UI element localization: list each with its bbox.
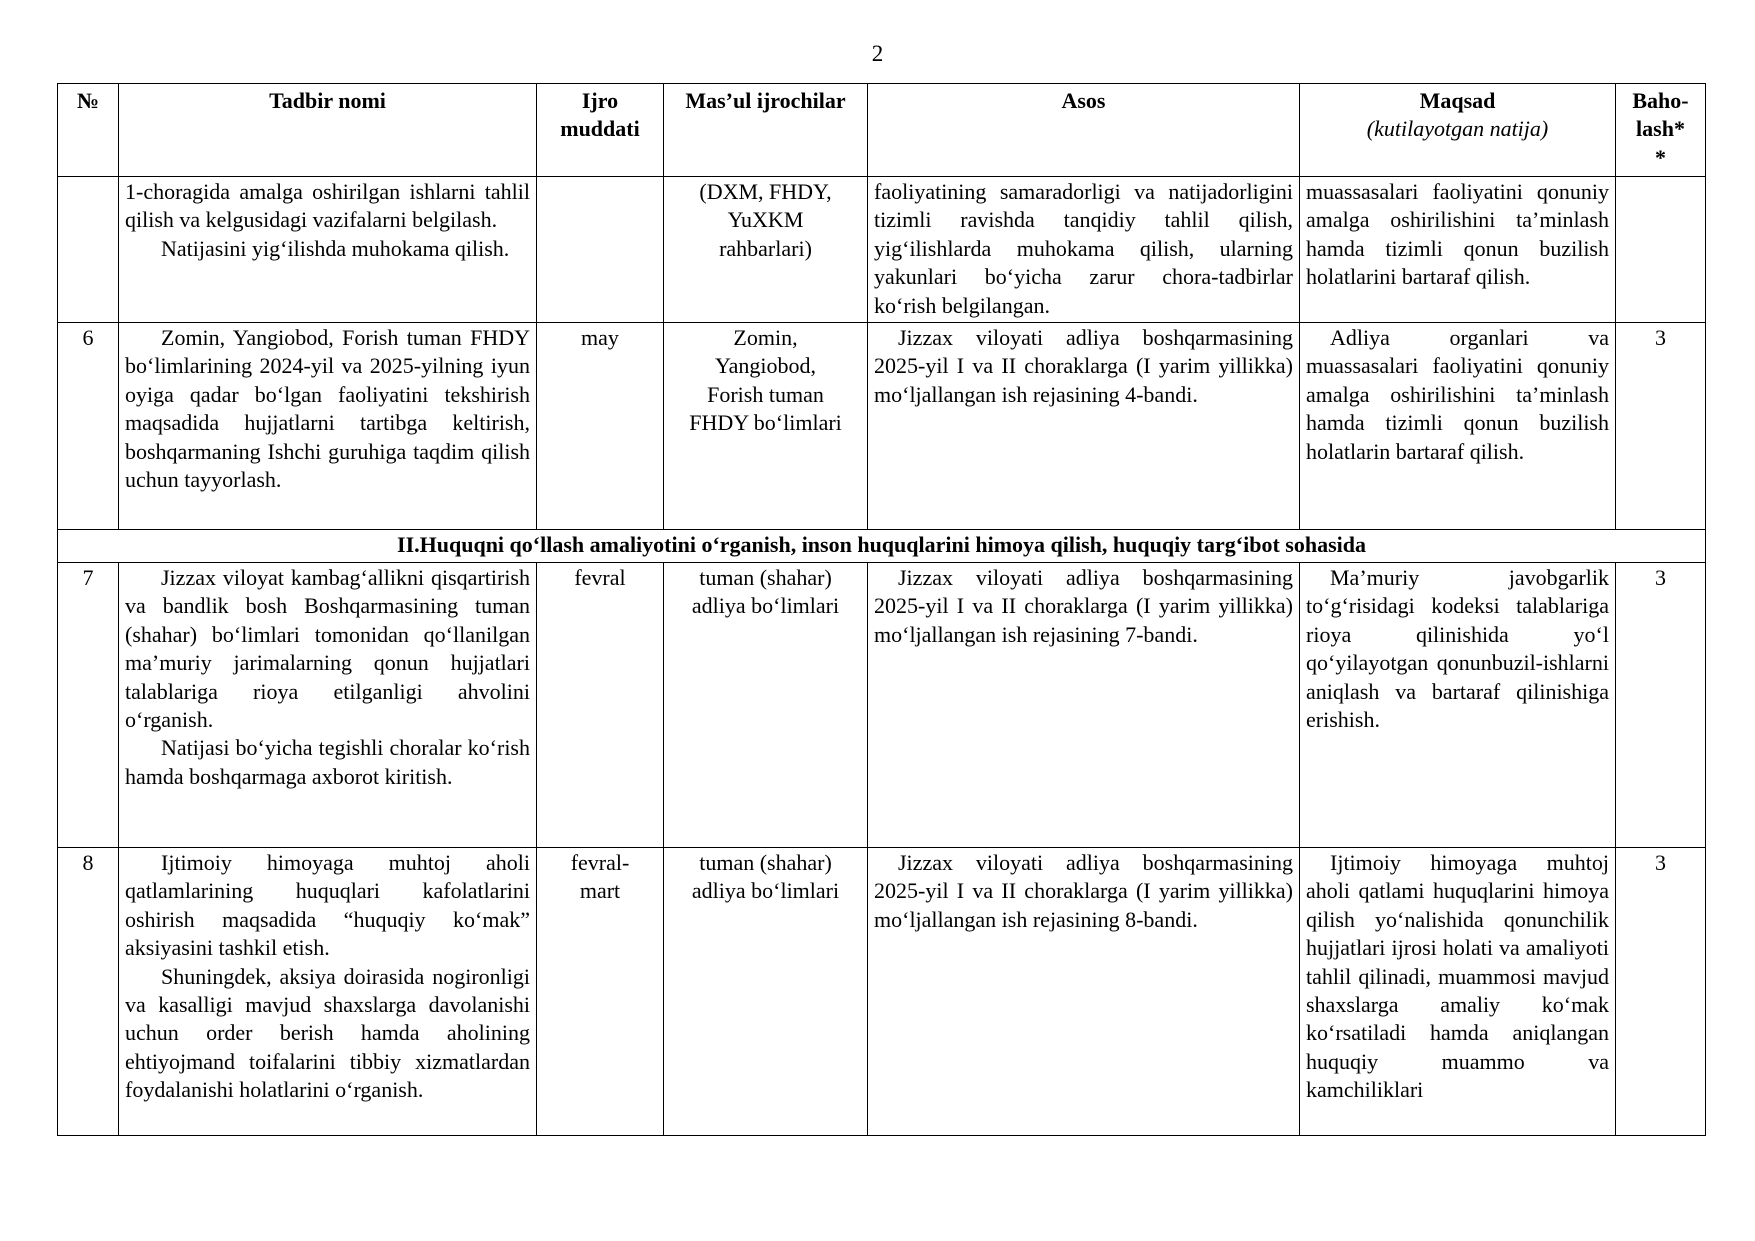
row-number-cell	[58, 177, 119, 323]
row-number-cell: 6	[58, 323, 119, 530]
tadbir-cell	[119, 848, 537, 1136]
column-header-tadbir: Tadbir nomi	[119, 84, 537, 177]
table-row-8	[58, 848, 1706, 1136]
masul-line: tuman (shahar)	[699, 565, 832, 591]
table-row-6	[58, 323, 1706, 530]
masul-line: Zomin,	[733, 325, 798, 351]
maqsad-header-subtitle: (kutilayotgan natija)	[1366, 116, 1549, 142]
page-number: 2	[871, 41, 884, 66]
ijro-cell	[537, 848, 664, 1136]
baho-cell: 3	[1616, 563, 1706, 848]
masul-cell	[664, 177, 868, 323]
tadbir-cell	[119, 177, 537, 323]
paragraph: 1-choragida amalga oshirilgan ishlarni tahlil qilish va kelgusidagi vazifalarni belgilash.	[125, 179, 530, 233]
masul-line: Forish tuman	[707, 381, 824, 407]
asos-cell	[868, 177, 1300, 323]
section-header-row	[58, 530, 1706, 563]
tadbir-cell	[119, 563, 537, 848]
masul-cell	[664, 848, 868, 1136]
paragraph: Zomin, Yangiobod, Forish tuman FHDY boʻlimlarining 2024-yil va 2025-yilning iyun oyiga qadar boʻlgan faoliyatini tekshirish maqsadida hujjatlarni tartibga keltirish, boshqarmaning Ishchi guruhiga taqdim qilish uchun tayyorlash.	[125, 325, 530, 493]
ijro-line: mart	[579, 878, 621, 904]
paragraph: Shuningdek, aksiya doirasida nogironligi va kasalligi mavjud shaxslarga davolanishi uchun order berish hamda aholining ehtiyojmand toifalarini tibbiy xizmatlardan foydalanishi holatlarini oʻrganish.	[125, 963, 530, 1103]
ijro-cell	[537, 177, 664, 323]
baho-cell	[1616, 177, 1706, 323]
masul-line: (DXM, FHDY,	[699, 179, 832, 204]
masul-line: adliya boʻlimlari	[691, 593, 840, 619]
column-header-asos: Asos	[868, 84, 1300, 177]
masul-line: FHDY boʻlimlari	[689, 410, 842, 436]
maqsad-header-title: Maqsad	[1419, 88, 1496, 113]
baho-header-line: *	[1655, 144, 1666, 170]
column-header-masul: Mas’ul ijrochilar	[664, 84, 868, 177]
paragraph: Ijtimoiy himoyaga muhtoj aholi qatlami huquqlarini himoya qilish yoʻnalishida qonunchilik hujjatlari ijrosi holati va amaliyoti tahlil qilinadi, muammosi mavjud shaxslarga amaliy koʻmak koʻrsatiladi hamda aniqlangan huquqiy muammo va kamchiliklari	[1306, 850, 1609, 1103]
masul-line: YuXKM	[727, 207, 804, 233]
ijro-cell: fevral	[537, 563, 664, 848]
column-header-baho	[1616, 84, 1706, 177]
masul-line: tuman (shahar)	[699, 850, 832, 876]
column-header-ijro: Ijro muddati	[537, 84, 664, 177]
paragraph: Ma’muriy javobgarlik toʻgʻrisidagi kodeksi talablariga rioya qilinishida yoʻl qoʻyilayotgan qonunbuzil-ishlarni aniqlash va bartaraf qilinishiga erishish.	[1306, 565, 1609, 733]
table-row-7	[58, 563, 1706, 848]
ijro-cell: may	[537, 323, 664, 530]
table-row-continuation	[58, 177, 1706, 323]
paragraph: faoliyatining samaradorligi va natijadorligini tizimli ravishda tanqidiy tahlil qilish, yigʻilishlarda muhokama qilish, ularning yakunlari boʻyicha zarur chora-tadbirlar koʻrish belgilangan.	[874, 179, 1293, 318]
paragraph: Jizzax viloyati adliya boshqarmasining 2025-yil I va II choraklarga (I yarim yillikka) moʻljallangan ish rejasining 7-bandi.	[874, 565, 1293, 647]
maqsad-cell	[1300, 323, 1616, 530]
paragraph: Ijtimoiy himoyaga muhtoj aholi qatlamlarining huquqlari kafolatlarini oshirish maqsadida “huquqiy koʻmak” aksiyasini tashkil etish.	[125, 850, 530, 961]
masul-line: rahbarlari)	[719, 235, 812, 261]
column-header-maqsad	[1300, 84, 1616, 177]
row-number-cell: 8	[58, 848, 119, 1136]
asos-cell	[868, 848, 1300, 1136]
table-header-row	[58, 84, 1706, 177]
section-header-cell: II.Huquqni qoʻllash amaliyotini oʻrganish, inson huquqlarini himoya qilish, huquqiy targʻibot sohasida	[58, 530, 1706, 563]
baho-cell: 3	[1616, 323, 1706, 530]
masul-line: Yangiobod,	[714, 353, 817, 379]
maqsad-cell	[1300, 177, 1616, 323]
row-number-cell: 7	[58, 563, 119, 848]
masul-cell	[664, 323, 868, 530]
maqsad-cell	[1300, 563, 1616, 848]
masul-cell	[664, 563, 868, 848]
ijro-line: fevral-	[570, 850, 630, 876]
paragraph: muassasalari faoliyatini qonuniy amalga oshirilishini ta’minlash hamda tizimli qonun buzilish holatlarini bartaraf qilish.	[1306, 179, 1609, 290]
paragraph: Jizzax viloyat kambagʻallikni qisqartirish va bandlik bosh Boshqarmasining tuman (shahar) boʻlimlari tomonidan qoʻllanilgan ma’muriy jarimalarning qonun hujjatlari talablariga rioya etilganligi ahvolini oʻrganish.	[125, 565, 530, 733]
plan-table	[57, 83, 1706, 1136]
paragraph: Adliya organlari va muassasalari faoliyatini qonuniy amalga oshirilishini ta’minlash hamda tizimli qonun buzilish holatlarin bartaraf qilish.	[1306, 325, 1609, 464]
asos-cell	[868, 563, 1300, 848]
paragraph: Jizzax viloyati adliya boshqarmasining 2025-yil I va II choraklarga (I yarim yillikka) moʻljallangan ish rejasining 8-bandi.	[874, 850, 1293, 932]
baho-cell: 3	[1616, 848, 1706, 1136]
paragraph: Natijasini yigʻilishda muhokama qilish.	[161, 235, 510, 261]
masul-line: adliya boʻlimlari	[691, 878, 840, 904]
asos-cell	[868, 323, 1300, 530]
maqsad-cell	[1300, 848, 1616, 1136]
baho-header-line: lash*	[1636, 116, 1685, 142]
paragraph: Natijasi boʻyicha tegishli choralar koʻrish hamda boshqarmaga axborot kiritish.	[125, 735, 530, 789]
baho-header-line: Baho-	[1632, 88, 1689, 113]
paragraph: Jizzax viloyati adliya boshqarmasining 2025-yil I va II choraklarga (I yarim yillikka) moʻljallangan ish rejasining 4-bandi.	[874, 325, 1293, 407]
tadbir-cell	[119, 323, 537, 530]
column-header-num: №	[58, 84, 119, 177]
